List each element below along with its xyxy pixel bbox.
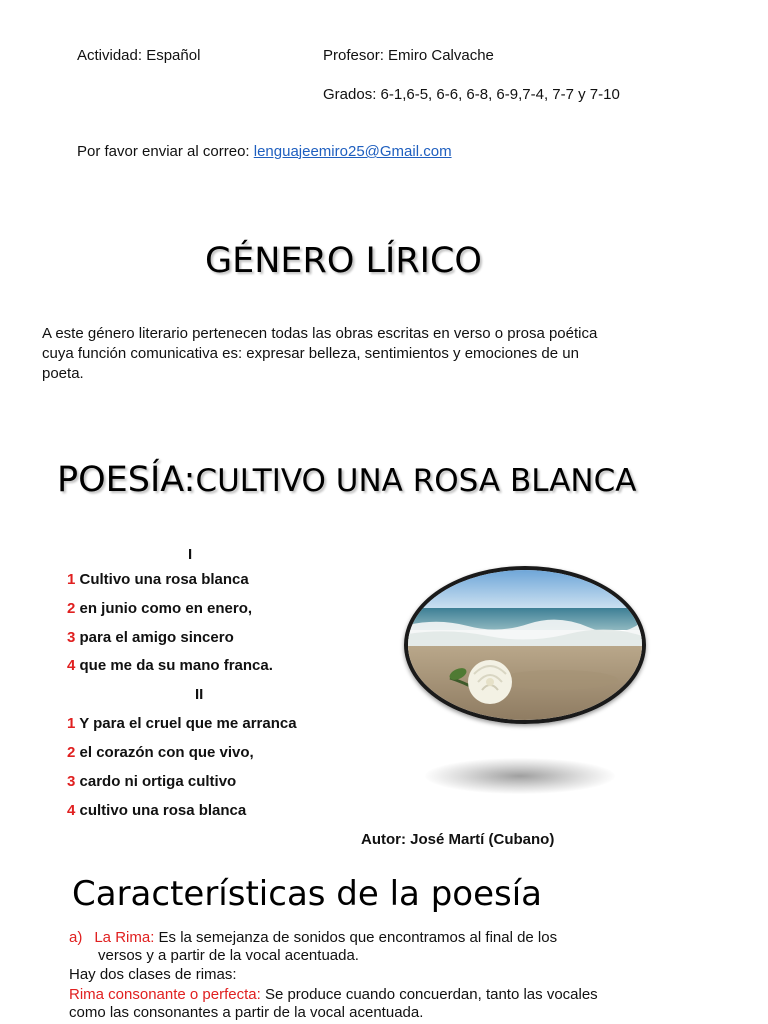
rima-definition: Es la semejanza de sonidos que encontramos al final de los [154, 929, 558, 946]
email-prefix: Por favor enviar al correo: [77, 143, 254, 160]
paragraph-line: cuya función comunicativa es: expresar belleza, sentimientos y emociones de un [42, 345, 579, 362]
poem-title-rest: CULTIVO UNA ROSA BLANCA [195, 463, 637, 499]
stanza-numeral: I [188, 546, 193, 563]
paragraph-line: poeta. [42, 365, 84, 382]
rose-on-beach-image [404, 566, 646, 724]
poem-line: 2 el corazón con que vivo, [67, 744, 254, 761]
genre-title: GÉNERO LÍRICO [205, 241, 482, 281]
item-marker: a) [69, 929, 83, 946]
poem-title-prefix: POESÍA: [57, 460, 196, 500]
image-shadow [425, 758, 615, 794]
grades-label: Grados: 6-1,6-5, 6-6, 6-8, 6-9,7-4, 7-7 y 7-10 [323, 86, 620, 103]
poem-line: 3 cardo ni ortiga cultivo [67, 773, 237, 790]
teacher-label: Profesor: Emiro Calvache [323, 47, 494, 64]
rima-consonante-line [69, 985, 598, 1005]
rima-item [69, 928, 557, 948]
poem-author: Autor: José Martí (Cubano) [361, 831, 555, 848]
characteristics-title: Características de la poesía [72, 874, 542, 914]
poem-line: 3 para el amigo sincero [67, 629, 234, 646]
rima-classes-line: Hay dos clases de rimas: [69, 966, 237, 983]
poem-line: 1 Y para el cruel que me arranca [67, 715, 297, 732]
rima-definition-cont: versos y a partir de la vocal acentuada. [98, 947, 359, 964]
rima-consonante-term: Rima consonante o perfecta: [69, 986, 261, 1003]
rima-term: La Rima: [94, 929, 155, 946]
rima-consonante-definition: Se produce cuando concuerdan, tanto las vocales [260, 986, 598, 1003]
email-link[interactable]: lenguajeemiro25@Gmail.com [253, 143, 452, 160]
stanza-numeral: II [195, 686, 204, 703]
poem-line: 4 cultivo una rosa blanca [67, 802, 247, 819]
email-line [77, 143, 452, 160]
activity-label: Actividad: Español [77, 47, 201, 64]
rima-consonante-cont: como las consonantes a partir de la vocal acentuada. [69, 1004, 424, 1021]
poem-line: 4 que me da su mano franca. [67, 657, 273, 674]
poem-line: 2 en junio como en enero, [67, 600, 253, 617]
genre-paragraph [42, 324, 597, 384]
poem-line: 1 Cultivo una rosa blanca [67, 571, 249, 588]
poem-title [57, 460, 636, 500]
paragraph-line: A este género literario pertenecen todas las obras escritas en verso o prosa poética [42, 325, 598, 342]
